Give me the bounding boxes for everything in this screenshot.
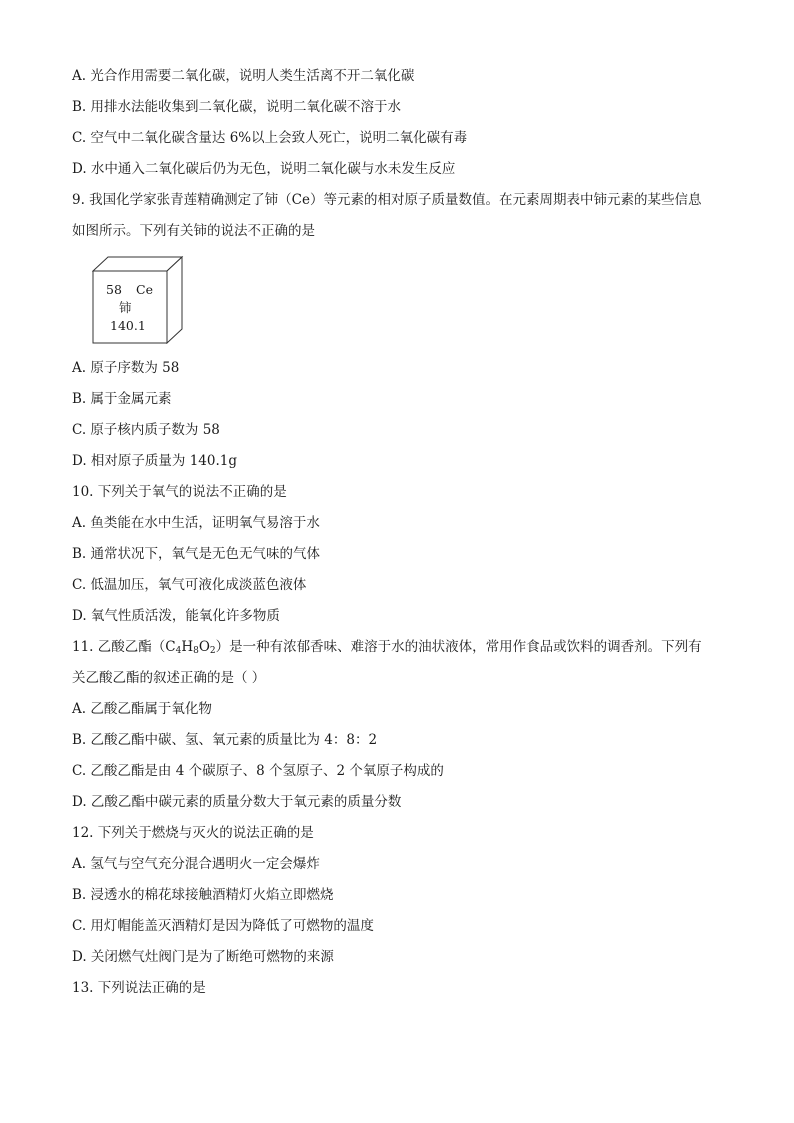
q10-option-b: B. 通常状况下，氧气是无色无气味的气体 [72, 546, 321, 562]
q13-stem: 13. 下列说法正确的是 [72, 980, 206, 996]
element-atomic-mass: 140.1 [110, 318, 146, 333]
q12-stem: 12. 下列关于燃烧与灭火的说法正确的是 [72, 825, 314, 841]
q12-option-d: D. 关闭燃气灶阀门是为了断绝可燃物的来源 [72, 949, 334, 965]
q12-option-a: A. 氢气与空气充分混合遇明火一定会爆炸 [72, 856, 320, 872]
q10-option-c: C. 低温加压，氧气可液化成淡蓝色液体 [72, 577, 307, 593]
q10-option-d: D. 氧气性质活泼，能氧化许多物质 [72, 608, 280, 624]
q12-option-b: B. 浸透水的棉花球接触酒精灯火焰立即燃烧 [72, 887, 334, 903]
q8-option-b: B. 用排水法能收集到二氧化碳，说明二氧化碳不溶于水 [72, 99, 402, 115]
q11-stem-line2: 关乙酸乙酯的叙述正确的是（ ） [72, 670, 266, 686]
q12-option-c: C. 用灯帽能盖灭酒精灯是因为降低了可燃物的温度 [72, 918, 374, 934]
element-symbol: Ce [136, 282, 153, 297]
q8-option-a: A. 光合作用需要二氧化碳，说明人类生活离不开二氧化碳 [72, 68, 415, 84]
element-card-cerium [92, 256, 184, 344]
q8-option-c: C. 空气中二氧化碳含量达 6%以上会致人死亡，说明二氧化碳有毒 [72, 130, 468, 146]
q10-stem: 10. 下列关于氧气的说法不正确的是 [72, 484, 287, 500]
q9-option-d: D. 相对原子质量为 140.1g [72, 453, 238, 469]
q8-option-d: D. 水中通入二氧化碳后仍为无色，说明二氧化碳与水未发生反应 [72, 161, 456, 177]
q11-option-b: B. 乙酸乙酯中碳、氢、氧元素的质量比为 4：8：2 [72, 732, 378, 748]
q9-stem-line1: 9. 我国化学家张青莲精确测定了铈（Ce）等元素的相对原子质量数值。在元素周期表中铈元素的某些信息 [72, 192, 702, 208]
q9-stem-line2: 如图所示。下列有关铈的说法不正确的是 [72, 223, 315, 239]
element-atomic-number: 58 [106, 282, 122, 297]
q9-option-b: B. 属于金属元素 [72, 391, 172, 407]
q11-option-d: D. 乙酸乙酯中碳元素的质量分数大于氧元素的质量分数 [72, 794, 402, 810]
q11-option-a: A. 乙酸乙酯属于氧化物 [72, 701, 212, 717]
q9-option-a: A. 原子序数为 58 [72, 360, 180, 376]
q9-option-c: C. 原子核内质子数为 58 [72, 422, 220, 438]
element-name: 铈 [119, 300, 132, 315]
q10-option-a: A. 鱼类能在水中生活，证明氧气易溶于水 [72, 515, 320, 531]
q11-option-c: C. 乙酸乙酯是由 4 个碳原子、8 个氢原子、2 个氧原子构成的 [72, 763, 444, 779]
q11-stem-line1: 11. 乙酸乙酯$(C_4H_8O_2)$是一种有浓郁香味、难溶于水的油状液体，常用作食品或饮料的调香剂。下列有 [72, 639, 702, 656]
